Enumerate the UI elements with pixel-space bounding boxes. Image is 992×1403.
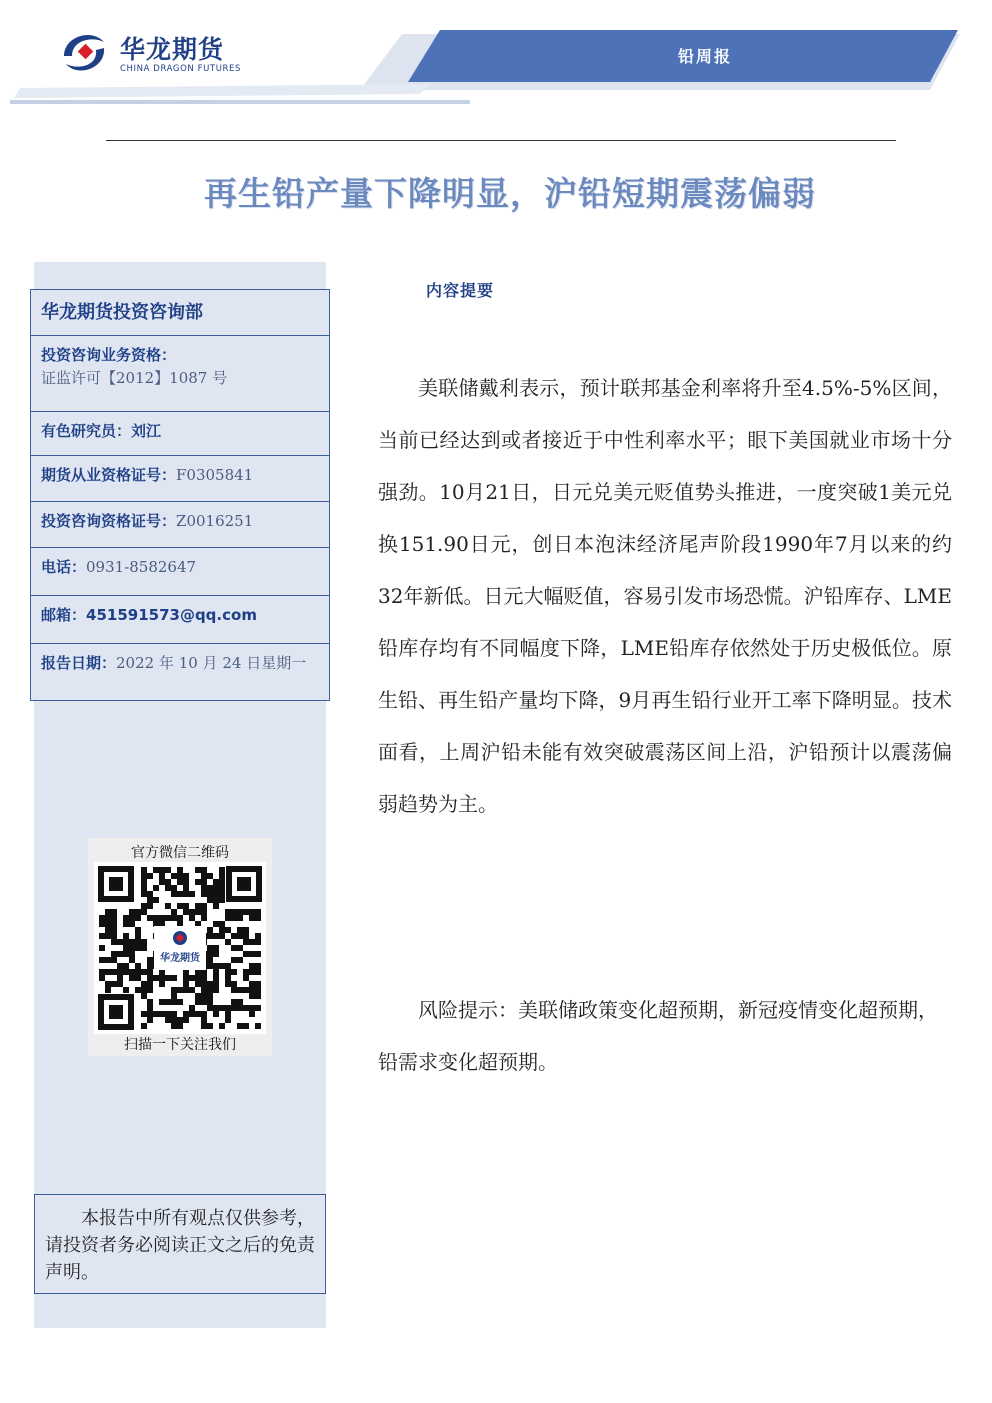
department-name: 华龙期货投资咨询部 xyxy=(31,290,329,336)
advisory-cert-value: Z0016251 xyxy=(176,512,254,530)
qualification-label: 投资咨询业务资格： xyxy=(41,346,177,364)
risk-warning: 风险提示：美联储政策变化超预期，新冠疫情变化超预期，铅需求变化超预期。 xyxy=(378,998,938,1074)
summary-heading: 内容提要 xyxy=(426,281,495,300)
report-type-label: 铅周报 xyxy=(677,47,732,66)
wechat-qr-code[interactable] xyxy=(94,862,266,1034)
researcher-row xyxy=(31,412,329,456)
email-row xyxy=(31,596,329,644)
logo-english-name: CHINA DRAGON FUTURES xyxy=(120,64,242,74)
phone-row xyxy=(31,548,329,596)
phone-label: 电话： xyxy=(41,558,87,576)
futures-cert-label: 期货从业资格证号： xyxy=(41,466,177,484)
researcher-label: 有色研究员： xyxy=(41,422,132,440)
dragon-logo-icon xyxy=(58,26,110,78)
qualification-value: 证监许可【2012】1087 号 xyxy=(41,369,228,387)
phone-value: 0931-8582647 xyxy=(86,558,197,576)
qr-caption-bottom: 扫描一下关注我们 xyxy=(124,1037,236,1053)
qr-caption-top: 官方微信二维码 xyxy=(131,845,229,861)
summary-paragraph: 美联储戴利表示，预计联邦基金利率将升至4.5%-5%区间，当前已经达到或者接近于中性利率水平；眼下美国就业市场十分强劲。10月21日，日元兑美元贬值势头推进，一度突破1美元兑换151.90日元，创日本泡沫经济尾声阶段1990年7月以来的约32年新低。日元大幅贬值，容易引发市场恐慌。沪铅库存、LME铅库存均有不同幅度下降，LME铅库存依然处于历史极低位。原生铅、再生铅产量均下降，9月再生铅行业开工率下降明显。技术面看，上周沪铅未能有效突破震荡区间上沿，沪铅预计以震荡偏弱趋势为主。 xyxy=(378,376,952,816)
report-date-label: 报告日期： xyxy=(41,654,117,672)
researcher-name: 刘江 xyxy=(131,422,162,440)
report-title: 再生铅产量下降明显，沪铅短期震荡偏弱 xyxy=(204,174,816,213)
contact-info-box xyxy=(30,289,330,701)
advisory-cert-label: 投资咨询资格证号： xyxy=(41,512,177,530)
email-value: 451591573@qq.com xyxy=(86,606,257,624)
qualification-row xyxy=(31,336,329,412)
report-date-row xyxy=(31,644,329,700)
logo-chinese-name: 华龙期货 xyxy=(120,35,225,64)
report-date-value: 2022 年 10 月 24 日星期一 xyxy=(116,654,307,672)
header-divider xyxy=(106,140,896,141)
futures-cert-value: F0305841 xyxy=(176,466,254,484)
company-logo xyxy=(58,26,258,82)
qr-logo-text: 华龙期货 xyxy=(160,953,200,964)
email-label: 邮箱： xyxy=(41,606,87,624)
disclaimer-box: 本报告中所有观点仅供参考，请投资者务必阅读正文之后的免责声明。 xyxy=(34,1194,326,1294)
futures-cert-row xyxy=(31,456,329,502)
advisory-cert-row xyxy=(31,502,329,548)
